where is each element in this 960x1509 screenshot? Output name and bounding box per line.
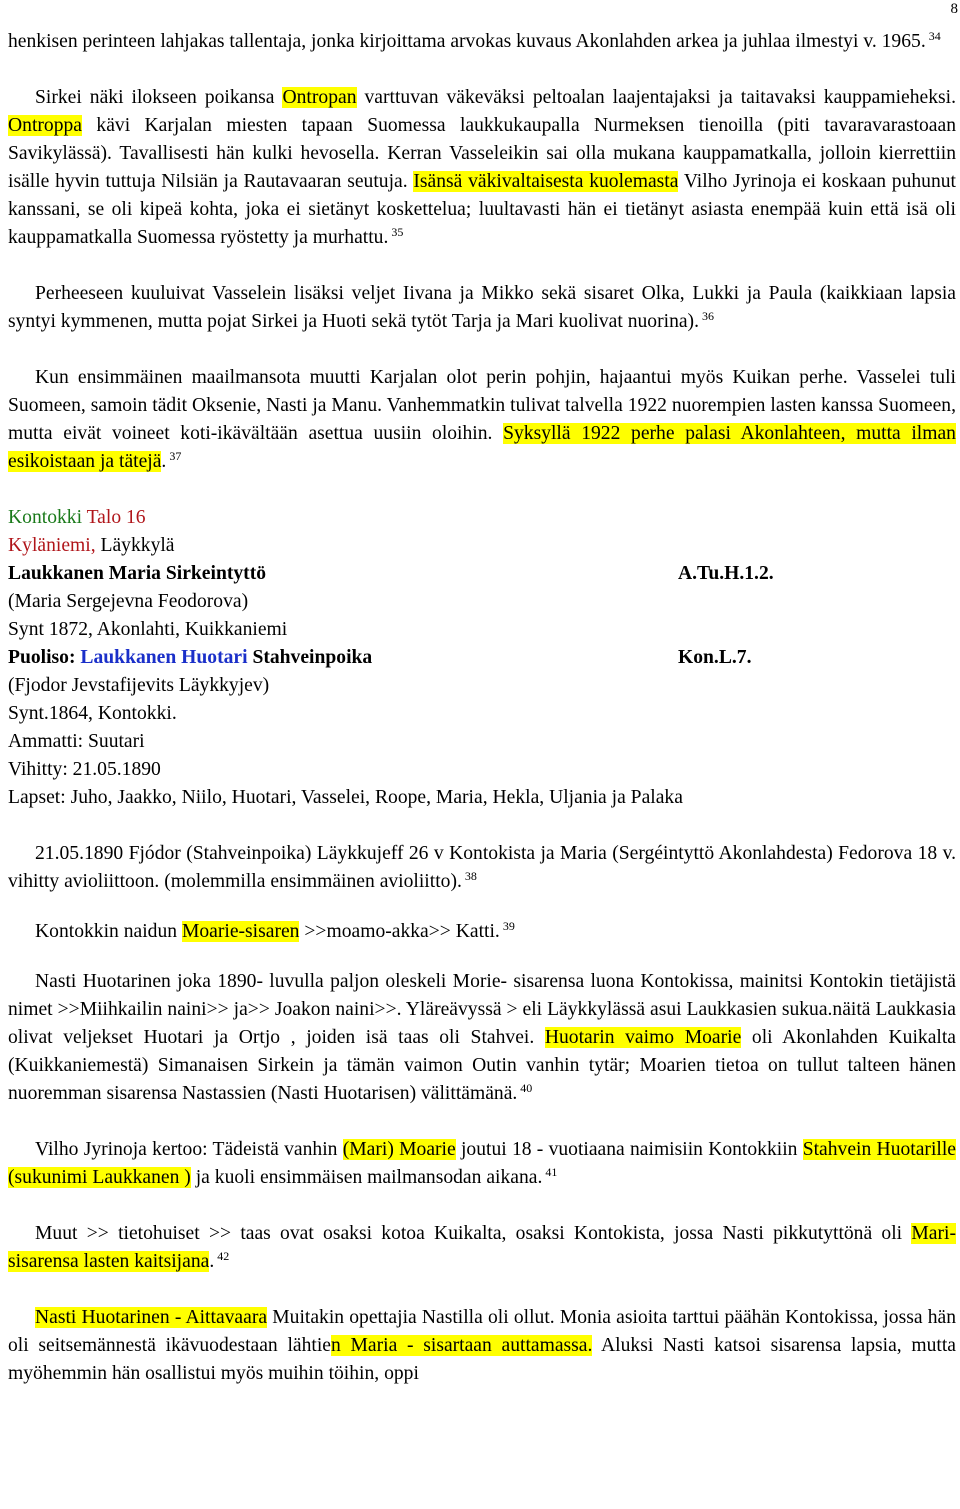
text-run: oli Akonlahden Kuikalta (Kuikkaniemestä) Simanaisen Sirkein ja tämän vaimon Outin vanhin tytär; Moarien tietoa on tullut talteen hänen nuoremman sisarensa Nastassien (Nasti Huotarisen) välittämänä. [8,1027,957,1104]
paragraph-nasti [8,968,956,1108]
text-run: Nasti Huotarinen joka 1890- luvulla paljon oleskeli Morie- sisarensa luona Kontokissa, mainitsi Kontokin tietäjistä nimet >>Miihkailin naini>> ja>> Joakon naini>>. Yläreävyssä > eli Läykkylässä asui Laukkasien sukua.näitä Laukkasia olivat veljekset Huotari ja Ortjo , joiden isä taas oli Stahvei. [8,971,956,1048]
text-run: Vilho Jyrinoja kertoo: Tädeistä vanhin [35,1139,343,1160]
footnote-ref: 35 [391,225,404,239]
highlight: Ontropan [282,87,357,108]
record-children: Lapset: Juho, Jaakko, Niilo, Huotari, Vasselei, Roope, Maria, Hekla, Uljania ja Palaka [8,787,683,808]
text-run: Muut >> tietohuiset >> taas ovat osaksi kotoa Kuikalta, osaksi Kontokista, jossa Nasti pikkutyttönä oli [35,1223,912,1244]
village-name: Kyläniemi, [8,535,96,556]
footnote-ref: 38 [464,869,477,883]
village-area: Läykkylä [95,535,175,556]
footnote-ref: 41 [545,1165,558,1179]
record-alt-name: (Maria Sergejevna Feodorova) [8,591,249,612]
highlight: Moarie-sisaren [181,921,300,942]
person-code: A.Tu.H.1.2. [678,563,774,584]
text-run: . [161,451,167,472]
spouse-name: Laukkanen Huotari [80,647,248,668]
paragraph-war [8,364,956,476]
footnote-ref: 39 [502,919,515,933]
text-run: varttuvan väkeväksi peltoalan laajentajaksi ja taitavaksi kauppamieheksi. [356,87,957,108]
highlight: Mari- sisarensa lasten kaitsijana [8,1223,956,1272]
record-born: Synt 1872, Akonlahti, Kuikkaniemi [8,619,288,640]
text-run: Kun ensimmäinen maailmansota muutti Karjalan olot perin pohjin, hajaantui myös Kuikan perhe. Vasselei tuli Suomeen, samoin tädit Oksenie, Nasti ja Manu. Vanhemmatkin tulivat talvella 1922 nuorempien lasten kanssa Suomeen, mutta eivät voineet koti-ikävältään asettua uusiin oloihin. [8,367,956,444]
genealogy-record [8,504,956,812]
paragraph-ontroppa [8,84,956,252]
highlight: Stahvein Huotarille (sukunimi Laukkanen ) [8,1139,956,1188]
house-number: Talo 16 [82,507,146,528]
record-occupation: Ammatti: Suutari [8,731,145,752]
record-spouse-born: Synt.1864, Kontokki. [8,703,177,724]
highlight: Ontroppa [8,115,83,136]
person-name: Laukkanen Maria Sirkeintyttö [8,563,267,584]
text-run: Perheeseen kuuluivat Vasselein lisäksi veljet Iivana ja Mikko sekä sisaret Olka, Lukki ja Paula (kaikkiaan lapsia syntyi kymmenen, mutta pojat Sirkei ja Huoti sekä tytöt Tarja ja Mari kuolivat nuorina). [8,283,956,332]
footnote-ref: 36 [702,309,714,323]
record-spouse-alt: (Fjodor Jevstafijevits Läykkyjev) [8,675,270,696]
text-run: . [209,1251,215,1272]
footnote-ref: 42 [217,1249,230,1263]
paragraph-tietohuiset [8,1220,956,1276]
text-run: joutui 18 - vuotiaana naimisiin Kontokkiin [455,1139,803,1160]
paragraph-family [8,280,956,336]
paragraph-kontokki [8,918,956,946]
spouse-label: Puoliso: [8,647,81,668]
highlight: n Maria - sisartaan auttamassa. [330,1335,593,1356]
paragraph-vilho [8,1136,956,1192]
highlight: Isänsä väkivaltaisesta kuolemasta [413,171,679,192]
text-run: Muitakin opettajia Nastilla oli ollut. Monia asioita tarttui päähän Kontokissa, jossa hän oli seitsemännestä ikävuodestaan lähtie [8,1307,956,1356]
highlight: (Mari) Moarie [342,1139,456,1160]
text-run: Sirkei näki ilokseen poikansa [35,87,283,108]
document-page [8,28,956,1388]
spouse-code: Kon.L.7. [678,647,752,668]
footnote-ref: 34 [928,29,941,43]
paragraph-marriage [8,840,956,896]
highlight: Nasti Huotarinen - Aittavaara [35,1307,268,1328]
record-married: Vihitty: 21.05.1890 [8,759,161,780]
paragraph-continuation [8,28,956,56]
record-spouse [8,644,956,672]
text-run: Vilho Jyrinoja ei koskaan puhunut kanssani, se oli kipeä kohta, joka ei sietänyt koskettelua; luultavasti hän ei tietänyt asiasta enempää kuin että isä oli kauppamatkalla Suomessa ryöstetty ja murhattu. [8,171,957,248]
highlight: Syksyllä 1922 perhe palasi Akonlahteen, mutta ilman esikoistaan ja tätejä [8,423,956,472]
text-run: Kontokkin naidun [35,921,182,942]
text-run: ja kuoli ensimmäisen mailmansodan aikana. [190,1167,543,1188]
text-run: 21.05.1890 Fjódor (Stahveinpoika) Läykkujeff 26 v Kontokista ja Maria (Sergéintyttö Akonlahdesta) Fedorova 18 v. vihitty avioliittoon. (molemmilla ensimmäinen avioliitto). [8,843,956,892]
place-name: Kontokki [8,507,83,528]
highlight: Huotarin vaimo Moarie [544,1027,742,1048]
record-person [8,560,956,588]
text-run: >>moamo-akka>> Katti. [299,921,500,942]
text-run: kävi Karjalan miesten tapaan Suomessa laukkukaupalla Nurmeksen tienoilla (piti tavaravarastoaan Savikylässä). Tavallisesti hän kulki hevosella. Kerran Vasseleikin sai olla mukana kauppamatkalla, jolloin kierrettiin isälle hyvin tuttuja Nilsiän ja Rautavaaran seutuja. [8,115,956,192]
spouse-patronym: Stahveinpoika [247,647,373,668]
page-number: 8 [950,1,958,17]
footnote-ref: 37 [169,449,182,463]
paragraph-aittavaara [8,1304,956,1388]
footnote-ref: 40 [520,1081,533,1095]
record-village [8,532,956,560]
text-run: Aluksi Nasti katsoi sisarensa lapsia, mutta myöhemmin hän osallistui myös muihin töihin, oppi [8,1335,957,1384]
paragraph-text: henkisen perinteen lahjakas tallentaja, jonka kirjoittama arvokas kuvaus Akonlahden arkea ja juhlaa ilmestyi v. 1965. [8,31,926,52]
record-place [8,504,956,532]
